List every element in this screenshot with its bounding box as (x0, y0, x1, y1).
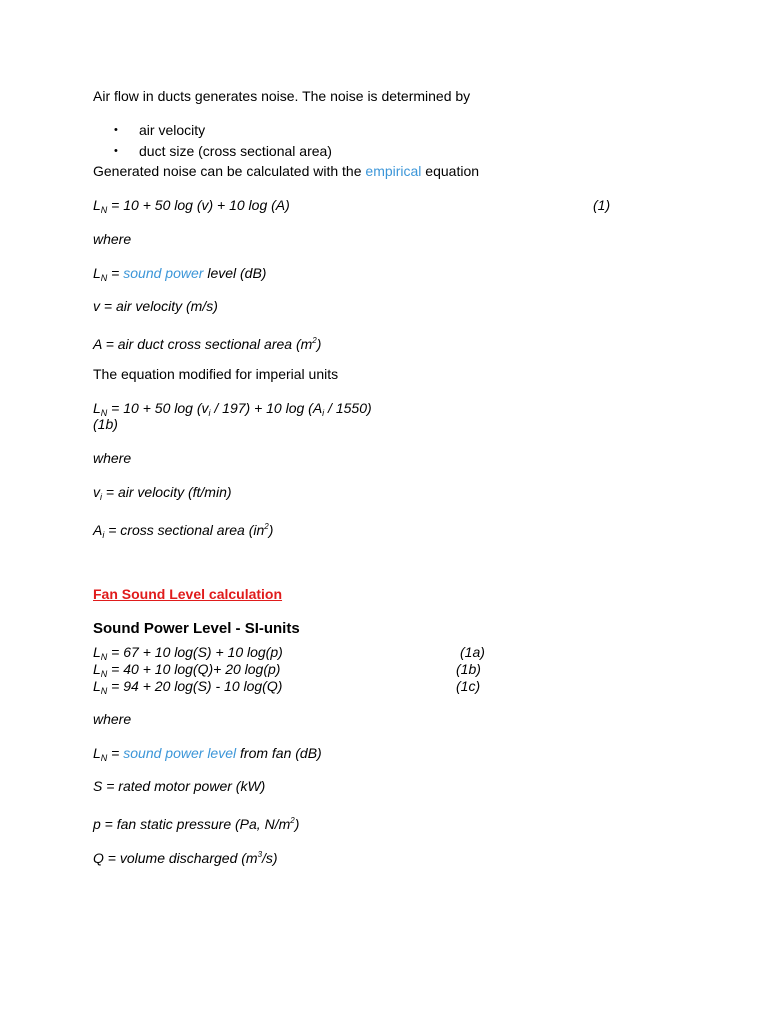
imperial-intro-text: The equation modified for imperial units (93, 366, 339, 382)
generated-noise-text: Generated noise can be calculated with the empirical equation (93, 163, 480, 179)
equation-1b: $L_N = 10 + 50$ $\log (v_i / 197) + 10$ $\log (A_i / 1550)$ (93, 400, 372, 418)
si-units-heading: Sound Power Level - SI-units (93, 620, 300, 637)
fan-equation-1b: $L_N = 40 + 10$ log(Q)+ 20 log(p) (93, 661, 281, 679)
empirical-link[interactable]: empirical (365, 163, 422, 179)
fan-sound-level-heading[interactable]: Fan Sound Level calculation (93, 586, 283, 602)
definition-LN: $L_N$ = sound power level (dB) (93, 265, 267, 283)
definition-Q: Q = volume discharged $(m^3/s)$ (93, 850, 278, 866)
bullet-icon: • (114, 124, 118, 136)
definition-vi: $v_i$ = air velocity (ft/min) (93, 484, 232, 502)
fan-equation-1c-number: (1c) (456, 678, 481, 694)
fan-equation-1a-number: (1a) (460, 644, 485, 660)
fan-equation-1a: $L_N = 67 + 10$ log(S) + 10 log(p) (93, 644, 283, 662)
equation-1-number: (1) (593, 197, 611, 213)
where-label: where (93, 711, 132, 727)
definition-v: v = air velocity (m/s) (93, 298, 218, 314)
where-label: where (93, 450, 132, 466)
intro-text: Air flow in ducts generates noise. The noise is determined by (93, 88, 471, 104)
definition-S: S = rated motor power (kW) (93, 778, 266, 794)
sound-power-level-link[interactable]: sound power level (123, 745, 237, 761)
equation-1b-number: (1b) (93, 416, 118, 432)
fan-equation-1c: $L_N = 94 + 20$ log(S) - 10 log(Q) (93, 678, 283, 696)
equation-1: $L_N = 10 + 50$ log (v) + 10 log (A) (93, 197, 290, 215)
bullet-icon: • (114, 145, 118, 157)
definition-A: A = air duct cross sectional area $(m^2)$ (93, 336, 322, 352)
sound-power-link[interactable]: sound power (123, 265, 204, 281)
definition-Ai: $A_i$ = cross sectional area $(in^2)$ (93, 522, 274, 540)
fan-equation-1b-number: (1b) (456, 661, 481, 677)
bullet-item-duct-size: duct size (cross sectional area) (139, 143, 332, 159)
definition-p: p = fan static pressure (Pa, $N/m^2$) (93, 816, 300, 832)
definition-LN-fan: $L_N$ = sound power level from fan (dB) (93, 745, 322, 763)
where-label: where (93, 231, 132, 247)
bullet-item-air-velocity: air velocity (139, 122, 206, 138)
